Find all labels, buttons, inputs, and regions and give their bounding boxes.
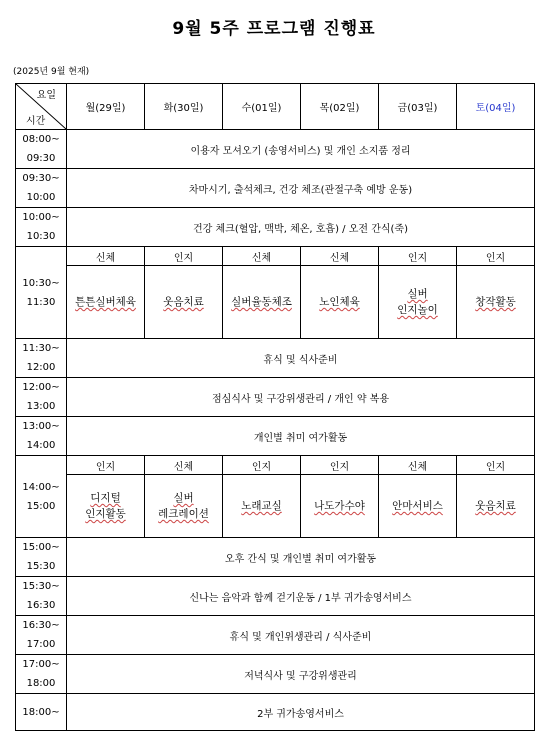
time-end: 18:00 — [26, 678, 56, 689]
page-title: 9월 5주 프로그램 진행표 — [172, 19, 376, 39]
activity-description: 신나는 음악과 함께 걷기운동 / 1부 귀가송영서비스 — [67, 577, 535, 616]
activity-name: 웃음치료 — [163, 296, 204, 308]
activity-cell — [301, 475, 379, 538]
category-cell: 신체 — [379, 456, 457, 475]
category-cell: 신체 — [223, 247, 301, 266]
category-cell: 신체 — [67, 247, 145, 266]
program-schedule-table — [15, 83, 535, 731]
activity-cell — [379, 475, 457, 538]
time-start: 15:30~ — [22, 581, 60, 592]
category-cell: 인지 — [457, 247, 535, 266]
activity-name: 실버 레크레이션 — [158, 492, 209, 520]
schedule-row — [16, 339, 535, 378]
activity-description: 휴식 및 식사준비 — [67, 339, 535, 378]
activity-cell — [67, 266, 145, 339]
time-slot — [16, 208, 67, 247]
activity-name: 안마서비스 — [392, 500, 443, 512]
time-start: 10:00~ — [22, 212, 60, 223]
activity-name: 창작활동 — [475, 296, 516, 308]
category-cell: 인지 — [67, 456, 145, 475]
category-row — [16, 247, 535, 266]
corner-time-label: 시간 — [26, 116, 46, 127]
schedule-row — [16, 577, 535, 616]
activity-cell — [145, 475, 223, 538]
header-row — [16, 84, 535, 130]
time-start: 13:00~ — [22, 421, 60, 432]
as-of-date: (2025년 9월 현재) — [13, 67, 90, 77]
activity-name: 튼튼실버체육 — [75, 296, 136, 308]
category-cell: 인지 — [379, 247, 457, 266]
activity-description: 점심식사 및 구강위생관리 / 개인 약 복용 — [67, 378, 535, 417]
schedule-row — [16, 378, 535, 417]
activity-name: 노래교실 — [241, 500, 282, 512]
activity-row — [16, 475, 535, 538]
category-row — [16, 456, 535, 475]
category-cell: 인지 — [145, 247, 223, 266]
activity-name: 실버 인지놀이 — [397, 288, 438, 316]
day-header: 화(30일) — [145, 84, 223, 130]
time-end: 16:30 — [26, 600, 56, 611]
activity-cell — [379, 266, 457, 339]
time-end: 14:00 — [26, 440, 56, 451]
schedule-row — [16, 130, 535, 169]
day-header: 목(02일) — [301, 84, 379, 130]
time-slot — [16, 655, 67, 694]
time-start: 11:30~ — [22, 343, 60, 354]
activity-name: 노인체육 — [319, 296, 360, 308]
time-slot — [16, 378, 67, 417]
category-cell: 신체 — [301, 247, 379, 266]
time-slot — [16, 456, 67, 538]
header-corner-cell — [16, 84, 67, 130]
activity-description: 오후 간식 및 개인별 취미 여가활동 — [67, 538, 535, 577]
activity-row — [16, 266, 535, 339]
time-end: 09:30 — [26, 153, 56, 164]
time-start: 18:00~ — [22, 706, 60, 718]
time-start: 14:00~ — [22, 481, 60, 493]
corner-day-label: 요일 — [36, 90, 56, 101]
activity-cell — [457, 475, 535, 538]
schedule-row — [16, 694, 535, 731]
activity-name: 실버율동체조 — [231, 296, 292, 308]
schedule-row — [16, 169, 535, 208]
time-start: 10:30~ — [22, 277, 60, 289]
activity-description: 휴식 및 개인위생관리 / 식사준비 — [67, 616, 535, 655]
activity-description: 저녁식사 및 구강위생관리 — [67, 655, 535, 694]
activity-name: 나도가수야 — [314, 500, 365, 512]
time-end: 10:30 — [26, 231, 56, 242]
activity-description: 이용자 모셔오기 (송영서비스) 및 개인 소지품 정리 — [67, 130, 535, 169]
schedule-row — [16, 208, 535, 247]
activity-cell — [301, 266, 379, 339]
activity-cell — [67, 475, 145, 538]
activity-description: 2부 귀가송영서비스 — [67, 694, 535, 731]
day-header: 월(29일) — [67, 84, 145, 130]
time-start: 12:00~ — [22, 382, 60, 393]
day-header: 수(01일) — [223, 84, 301, 130]
activity-description: 개인별 취미 여가활동 — [67, 417, 535, 456]
activity-cell — [457, 266, 535, 339]
category-cell: 신체 — [145, 456, 223, 475]
category-cell: 인지 — [301, 456, 379, 475]
time-slot — [16, 130, 67, 169]
activity-name: 웃음치료 — [475, 500, 516, 512]
activity-name: 디지털 인지활동 — [85, 492, 126, 520]
time-end: 11:30 — [26, 296, 56, 308]
schedule-row — [16, 655, 535, 694]
day-header-saturday: 토(04일) — [457, 84, 535, 130]
activity-cell — [145, 266, 223, 339]
time-end: 12:00 — [26, 362, 56, 373]
time-start: 09:30~ — [22, 173, 60, 184]
schedule-row — [16, 417, 535, 456]
activity-description: 차마시기, 출석체크, 건강 체조(관절구축 예방 운동) — [67, 169, 535, 208]
time-slot — [16, 538, 67, 577]
time-end: 13:00 — [26, 401, 56, 412]
schedule-row — [16, 616, 535, 655]
time-end: 17:00 — [26, 639, 56, 650]
time-start: 16:30~ — [22, 620, 60, 631]
category-cell: 인지 — [223, 456, 301, 475]
time-slot — [16, 616, 67, 655]
schedule-row — [16, 538, 535, 577]
time-end: 10:00 — [26, 192, 56, 203]
time-slot — [16, 577, 67, 616]
time-end: 15:00 — [26, 500, 56, 512]
time-start: 17:00~ — [22, 659, 60, 670]
time-slot — [16, 417, 67, 456]
time-slot — [16, 694, 67, 731]
activity-cell — [223, 266, 301, 339]
activity-cell — [223, 475, 301, 538]
time-slot — [16, 247, 67, 339]
time-slot — [16, 339, 67, 378]
activity-description: 건강 체크(혈압, 맥박, 체온, 호흡) / 오전 간식(죽) — [67, 208, 535, 247]
time-start: 08:00~ — [22, 134, 60, 145]
time-end: 15:30 — [26, 561, 56, 572]
time-start: 15:00~ — [22, 542, 60, 553]
category-cell: 인지 — [457, 456, 535, 475]
day-header: 금(03일) — [379, 84, 457, 130]
time-slot — [16, 169, 67, 208]
